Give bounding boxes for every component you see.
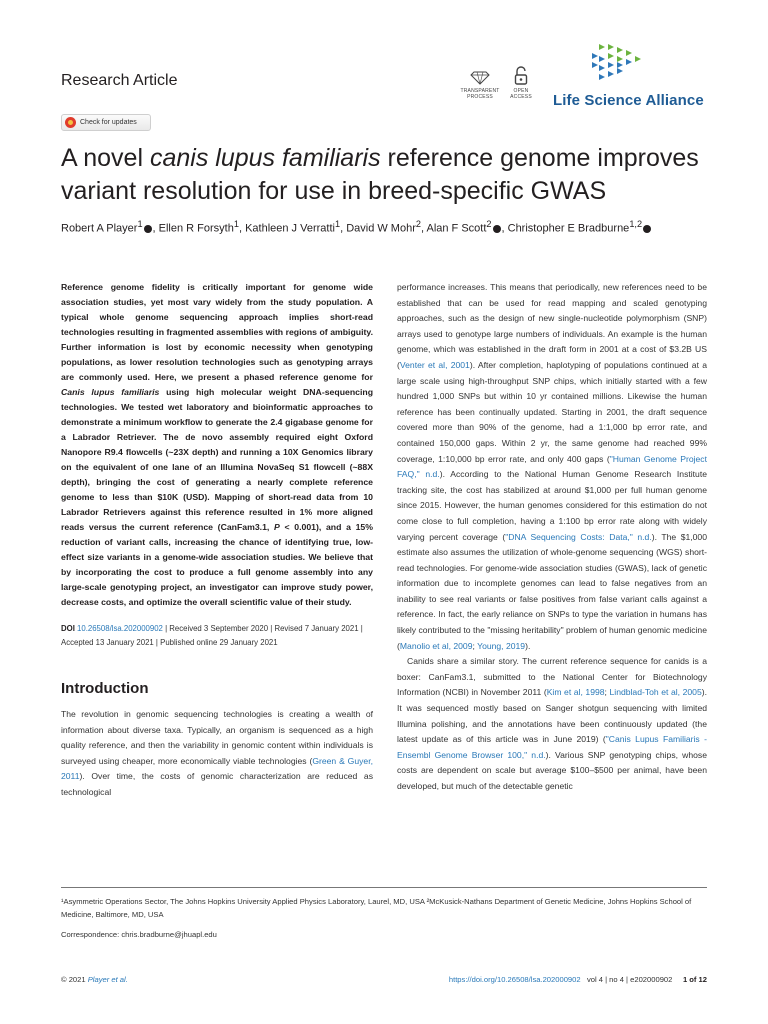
author-name[interactable]: Kathleen J Verratti (245, 222, 335, 235)
transparent-process-label: TRANSPARENT PROCESS (460, 88, 500, 100)
citation-link[interactable]: Manolio et al, 2009 (399, 640, 473, 651)
orcid-icon[interactable] (493, 225, 501, 233)
author-name[interactable]: Ellen R Forsyth (158, 222, 234, 235)
author-name[interactable]: Robert A Player (61, 222, 138, 235)
citation-link[interactable]: Lindblad-Toh et al, 2005 (609, 687, 702, 698)
citation-link[interactable]: Kim et al, 1998 (546, 687, 605, 698)
doi-link[interactable]: 10.26508/lsa.202000902 (77, 624, 163, 633)
doi-block (61, 622, 373, 650)
article-title (61, 142, 721, 208)
crossmark-icon (65, 117, 76, 128)
title-part-1: A novel (61, 144, 150, 172)
open-lock-icon (514, 66, 528, 86)
copyright-authors: Player et al. (87, 975, 128, 984)
correspondence[interactable]: Correspondence: chris.bradburne@jhuapl.edu (61, 930, 217, 939)
abstract-species: Canis lupus familiaris (61, 387, 160, 397)
open-access-badge[interactable] (508, 66, 534, 100)
introduction-heading: Introduction (61, 680, 149, 697)
citation-link[interactable]: Green & Guyer, 2011 (61, 755, 373, 782)
diamond-icon (470, 66, 490, 86)
transparent-process-badge[interactable] (459, 66, 501, 100)
check-for-updates-button[interactable] (61, 114, 151, 131)
orcid-icon[interactable] (144, 225, 152, 233)
journal-logo-icon (588, 42, 644, 84)
author-name[interactable]: Christopher E Bradburne (507, 222, 630, 235)
title-part-2: reference genome improves variant resolution for use in breed-specific GWAS (61, 144, 699, 205)
page-number: 1 of 12 (682, 975, 707, 984)
issue-info: vol 4 | no 4 | e202000902 (586, 975, 673, 984)
footnote-divider (61, 887, 707, 888)
section-label: Research Article (61, 72, 178, 89)
open-access-label: OPEN ACCESS (510, 88, 532, 100)
citation-link[interactable]: "Human Genome Project FAQ," n.d. (397, 453, 707, 480)
orcid-icon[interactable] (643, 225, 651, 233)
page-footer-info (449, 975, 707, 984)
author-name[interactable]: David W Mohr (346, 222, 416, 235)
check-for-updates-label: Check for updates (80, 119, 137, 126)
citation-link[interactable]: "Canis Lupus Familiaris - Ensembl Genome Browser 100," n.d. (397, 734, 707, 760)
author-list: Robert A Player$^1$ , Ellen R Forsyth$^1$, Kathleen J Verratti$^1$, David W Mohr$^2$, Alan F Scott$^2$ , Christopher E Bradburne$^{1,2}$ (61, 219, 721, 235)
author-name[interactable]: Alan F Scott (426, 222, 487, 235)
title-species: canis lupus familiaris (149, 144, 381, 172)
citation-link[interactable]: Venter et al, 2001 (399, 359, 470, 370)
doi-label: DOI (61, 624, 75, 633)
footer-doi-link[interactable]: https://doi.org/10.26508/lsa.202000902 (448, 975, 581, 984)
affiliations: ¹Asymmetric Operations Sector, The Johns Hopkins University Applied Physics Laboratory, Laurel, MD, USA ²McKusick-Nathans Department of Genetic Medicine, Johns Hopkins School of Medicine, Baltimore, MD, USA (61, 897, 692, 919)
article-dates: | Received 3 September 2020 | Revised 7 January 2021 | Accepted 13 January 2021 | Published online 29 January 2021 (61, 624, 363, 647)
abstract: Reference genome fidelity is critically important for genome wide association studies, yet most vary widely from the study population. A typical whole genome sequencing approach implies short-read technologies resulting in fragmented assemblies with regions of ambiguity. Further information is lost by economic necessity when genotyping populations, as lower resolution technologies such as genotyping arrays are commonly used. Here, we present a phased reference genome for Canis lupus familiaris using high molecular weight DNA-sequencing technologies. We tested wet laboratory and bioinformatic approaches to demonstrate a minimum workflow to generate the 2.4 gigabase genome for a Labrador Retriever. The de novo assembly required eight Oxford Nanopore R9.4 flowcells (~23X depth) and running a 10X Genomics library on the equivalent of one lane of an Illumina NovaSeq S1 flowcell (~88X depth), bringing the cost of generating a nearly complete reference genome to less than $10K (USD). Mapping of short-read data from 10 Labrador Retrievers against this reference resulted in 1% more aligned reads versus the current reference (CanFam3.1, P < 0.001), and a 15% reduction of variant calls, increasing the chance of identifying true, low-effect size variants in a genome-wide association studies. We believe that by incorporating the cost to produce a full genome assembly into any large-scale genotyping project, an investigator can improve study power, decrease costs, and optimize the overall scientific value of their study. (61, 282, 373, 607)
journal-name[interactable]: Life Science Alliance (553, 92, 704, 109)
right-column (397, 280, 707, 795)
body-paragraph: Canids share a similar story. The current reference sequence for canids is a boxer: CanFam3.1, submitted to the National Center for Biotechnology Information (NCBI) in November 2011 (Kim et al, 1998; Lindblad-Toh et al, 2005). It was sequenced mostly based on Sanger shotgun sequencing with limited Illumina polishing, and the annotations have been continuously updated (the latest update as of this article was in June 2019) ("Canis Lupus Familiaris - Ensembl Genome Browser 100," n.d.). Various SNP genotyping chips, whose costs are dependent on scale but average $100–$500 per animal, have been developed, but much of the detectable genetic (397, 656, 708, 791)
citation-link[interactable]: Young, 2019 (477, 640, 526, 651)
left-column (61, 280, 373, 801)
introduction-paragraph: The revolution in genomic sequencing technologies is creating a wealth of information about diverse taxa. Typically, an organism is sequenced as a high quality reference, and then the variability in genomic content within individuals is surveyed using cheaper, more economically viable technologies (Green & Guyer, 2011). Over time, the costs of genomic characterization are reduced as technological (61, 709, 373, 797)
body-paragraph: performance increases. This means that periodically, new references need to be established that can be used for read mapping and scaled genotyping approaches, such as the design of new single-nucleotide polymorphism (SNP) arrays used to genotype large numbers of individuals. An example is the human genome, which was established in the draft form in 2001 at a cost of $3.2B US (Venter et al, 2001). After completion, haplotyping of populations continued at a large scale using high-throughput SNP chips, which initially started with a few hundred 1,000 SNPs but within 10 yr contained millions. Likewise the human reference has been continually updated. Starting in 2001, the draft sequence covered more than 90% of the genome, had a 1:1,000 bp error rate, and contained 150,000 gaps. Within 2 yr, the same genome had reached 99% coverage, 1:10,000 bp error rate, and only 400 gaps ("Human Genome Project FAQ," n.d.). According to the National Human Genome Research Institute tracking site, the cost has stabilized at around $1,000 per full human genome since 2015. However, the human genomes considered for this estimation do not come close to full completion, having a 1:100 bp error rate along with widely varying percent coverage ("DNA Sequencing Costs: Data," n.d.). The $1,000 estimate also assumes the utilization of whole-genome sequencing (WGS) short-read technologies. For genome-wide association studies (GWAS), lack of genetic information due to incomplete genomes can lead to false negatives from an inability to see real variants or false positives from false variant calls against a reference. In fact, the early reliance on SNPs to type the variation in humans has likely contributed to the "missing heritability" problem of human genomic medicine (Manolio et al, 2009; Young, 2019). (397, 282, 707, 651)
citation-link[interactable]: "DNA Sequencing Costs: Data," n.d. (505, 531, 652, 542)
copyright: © 2021 Player et al. (61, 975, 128, 984)
